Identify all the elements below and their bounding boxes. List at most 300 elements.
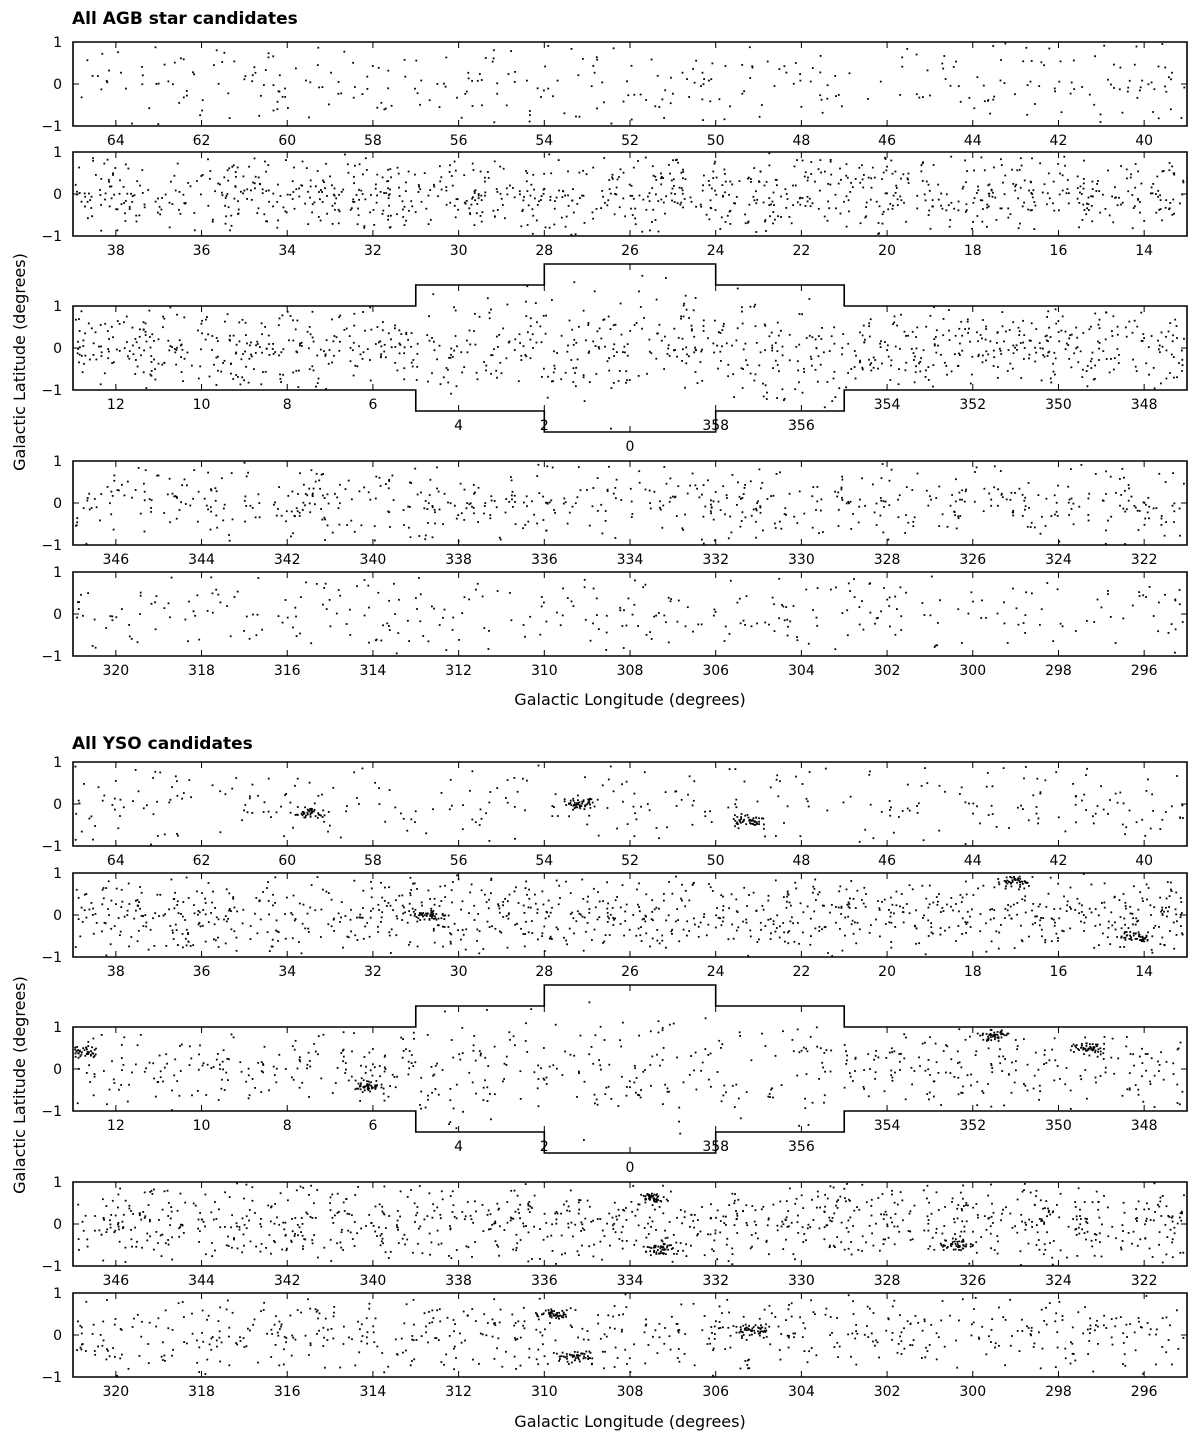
data-point: [389, 935, 391, 937]
x-tick-label: 298: [1045, 663, 1072, 679]
data-point: [183, 97, 185, 99]
data-point: [170, 799, 172, 801]
data-point: [685, 625, 687, 627]
data-point: [1081, 464, 1083, 466]
data-point: [688, 900, 690, 902]
data-point: [520, 359, 522, 361]
data-point: [858, 506, 860, 508]
data-point: [1122, 112, 1124, 114]
data-point: [673, 328, 675, 330]
data-point: [404, 346, 406, 348]
data-point: [822, 112, 824, 114]
data-point: [1092, 352, 1094, 354]
data-point: [511, 480, 513, 482]
data-point: [1120, 67, 1122, 69]
data-point: [805, 589, 807, 591]
data-point: [1009, 363, 1011, 365]
data-point: [254, 158, 256, 160]
data-point: [428, 502, 430, 504]
data-point: [461, 512, 463, 514]
data-point: [133, 918, 135, 920]
data-point: [101, 355, 103, 357]
data-point: [877, 368, 879, 370]
data-point: [1181, 912, 1183, 914]
data-point: [1125, 908, 1127, 910]
data-point: [197, 521, 199, 523]
data-point: [839, 168, 841, 170]
data-point: [474, 192, 476, 194]
data-point: [1111, 196, 1113, 198]
x-tick-label: 26: [621, 243, 639, 259]
data-point: [507, 900, 509, 902]
data-point: [1107, 590, 1109, 592]
data-point: [737, 911, 739, 913]
data-point: [908, 173, 910, 175]
data-point: [540, 326, 542, 328]
data-point: [367, 88, 369, 90]
data-point: [765, 230, 767, 232]
data-point: [309, 810, 311, 812]
data-point: [641, 231, 643, 233]
data-point: [532, 347, 534, 349]
data-point: [606, 615, 608, 617]
data-point: [794, 166, 796, 168]
data-point: [986, 204, 988, 206]
data-point: [1151, 187, 1153, 189]
data-point: [816, 625, 818, 627]
data-point: [403, 367, 405, 369]
data-point: [273, 84, 275, 86]
data-point: [973, 894, 975, 896]
data-point: [333, 930, 335, 932]
data-point: [904, 532, 906, 534]
data-point: [1146, 790, 1148, 792]
data-point: [382, 321, 384, 323]
data-point: [452, 356, 454, 358]
data-point: [567, 345, 569, 347]
data-point: [1168, 331, 1170, 333]
data-point: [1123, 946, 1125, 948]
data-point: [969, 916, 971, 918]
data-point: [995, 930, 997, 932]
data-point: [575, 233, 577, 235]
data-point: [414, 88, 416, 90]
data-point: [190, 185, 192, 187]
data-point: [444, 926, 446, 928]
data-point: [350, 209, 352, 211]
x-tick-label: 56: [449, 133, 468, 149]
data-point: [1055, 771, 1057, 773]
data-point: [176, 518, 178, 520]
data-point: [734, 803, 736, 805]
data-point: [864, 505, 866, 507]
data-point: [976, 805, 978, 807]
data-point: [403, 524, 405, 526]
data-point: [640, 806, 642, 808]
data-point: [847, 634, 849, 636]
data-point: [741, 813, 743, 815]
data-point: [589, 804, 591, 806]
data-point: [1161, 907, 1163, 909]
data-point: [710, 199, 712, 201]
data-point: [700, 922, 702, 924]
data-point: [985, 922, 987, 924]
data-point: [916, 348, 918, 350]
data-point: [1082, 332, 1084, 334]
data-point: [741, 311, 743, 313]
data-point: [1122, 824, 1124, 826]
data-point: [635, 223, 637, 225]
data-point: [554, 208, 556, 210]
data-point: [1024, 509, 1026, 511]
data-point: [473, 169, 475, 171]
data-point: [439, 181, 441, 183]
data-point: [328, 503, 330, 505]
data-point: [177, 835, 179, 837]
data-point: [1164, 535, 1166, 537]
data-point: [489, 317, 491, 319]
data-point: [844, 935, 846, 937]
data-point: [129, 208, 131, 210]
data-point: [574, 802, 576, 804]
data-point: [1136, 921, 1138, 923]
data-point: [1144, 835, 1146, 837]
data-point: [852, 186, 854, 188]
data-point: [431, 606, 433, 608]
data-point: [422, 635, 424, 637]
data-point: [176, 349, 178, 351]
data-point: [925, 376, 927, 378]
data-point: [316, 355, 318, 357]
data-point: [1137, 97, 1139, 99]
data-point: [760, 512, 762, 514]
data-point: [135, 489, 137, 491]
data-point: [776, 779, 778, 781]
data-point: [651, 899, 653, 901]
data-point: [835, 95, 837, 97]
x-tick-label: 326: [959, 552, 987, 568]
data-point: [977, 215, 979, 217]
data-point: [428, 315, 430, 317]
data-point: [264, 161, 266, 163]
data-point: [1058, 331, 1060, 333]
data-point: [943, 55, 945, 57]
data-point: [690, 197, 692, 199]
data-point: [154, 368, 156, 370]
data-point: [131, 497, 133, 499]
data-point: [570, 804, 572, 806]
data-point: [944, 791, 946, 793]
data-point: [368, 607, 370, 609]
data-point: [587, 324, 589, 326]
data-point: [683, 929, 685, 931]
data-point: [948, 330, 950, 332]
data-point: [231, 788, 233, 790]
data-point: [763, 828, 765, 830]
data-point: [82, 371, 84, 373]
data-point: [575, 385, 577, 387]
data-point: [1098, 944, 1100, 946]
data-point: [322, 201, 324, 203]
data-point: [819, 891, 821, 893]
data-point: [94, 498, 96, 500]
data-point: [1179, 589, 1181, 591]
data-point: [455, 335, 457, 337]
data-point: [973, 170, 975, 172]
data-point: [377, 926, 379, 928]
data-point: [1081, 193, 1083, 195]
data-point: [245, 496, 247, 498]
data-point: [120, 906, 122, 908]
data-point: [848, 903, 850, 905]
data-point: [912, 525, 914, 527]
data-point: [1069, 334, 1071, 336]
data-point: [502, 204, 504, 206]
data-point: [924, 767, 926, 769]
data-point: [551, 299, 553, 301]
data-point: [623, 172, 625, 174]
data-point: [268, 343, 270, 345]
data-point: [392, 475, 394, 477]
data-point: [201, 892, 203, 894]
data-point: [628, 598, 630, 600]
data-point: [409, 941, 411, 943]
data-point: [77, 341, 79, 343]
data-point: [514, 338, 516, 340]
data-point: [442, 523, 444, 525]
x-axis-label: Galactic Longitude (degrees): [514, 690, 746, 709]
data-point: [416, 366, 418, 368]
data-point: [682, 207, 684, 209]
data-point: [884, 341, 886, 343]
data-point: [244, 521, 246, 523]
data-point: [1136, 46, 1138, 48]
data-point: [416, 888, 418, 890]
data-point: [200, 926, 202, 928]
data-point: [214, 907, 216, 909]
data-point: [763, 909, 765, 911]
data-point: [93, 354, 95, 356]
data-point: [796, 636, 798, 638]
data-point: [447, 382, 449, 384]
data-point: [1164, 67, 1166, 69]
data-point: [387, 169, 389, 171]
x-tick-label: 26: [621, 964, 639, 980]
data-point: [783, 399, 785, 401]
data-point: [244, 804, 246, 806]
data-point: [753, 167, 755, 169]
data-point: [417, 343, 419, 345]
data-point: [928, 379, 930, 381]
y-tick-label: −1: [41, 119, 62, 135]
data-point: [1028, 507, 1030, 509]
data-point: [697, 382, 699, 384]
data-point: [965, 932, 967, 934]
data-point: [185, 619, 187, 621]
data-point: [949, 339, 951, 341]
data-point: [906, 903, 908, 905]
data-point: [842, 950, 844, 952]
data-point: [1109, 372, 1111, 374]
data-point: [231, 472, 233, 474]
data-point: [524, 809, 526, 811]
data-point: [557, 928, 559, 930]
data-point: [942, 68, 944, 70]
data-point: [731, 532, 733, 534]
data-point: [378, 909, 380, 911]
data-point: [544, 66, 546, 68]
data-point: [950, 156, 952, 158]
data-point: [454, 923, 456, 925]
data-point: [799, 491, 801, 493]
data-point: [878, 907, 880, 909]
data-point: [1102, 194, 1104, 196]
data-point: [559, 897, 561, 899]
data-point: [573, 339, 575, 341]
data-point: [151, 370, 153, 372]
data-point: [842, 333, 844, 335]
data-point: [157, 835, 159, 837]
data-point: [78, 800, 80, 802]
data-point: [485, 365, 487, 367]
data-point: [247, 811, 249, 813]
data-point: [722, 896, 724, 898]
x-tick-label: 24: [706, 964, 725, 980]
data-point: [109, 206, 111, 208]
data-point: [272, 348, 274, 350]
data-point: [687, 606, 689, 608]
data-point: [264, 801, 266, 803]
data-point: [148, 107, 150, 109]
data-point: [1137, 199, 1139, 201]
data-point: [408, 171, 410, 173]
data-point: [1085, 213, 1087, 215]
data-point: [1000, 350, 1002, 352]
data-point: [100, 383, 102, 385]
data-point: [480, 215, 482, 217]
data-point: [338, 222, 340, 224]
data-point: [667, 353, 669, 355]
data-point: [882, 463, 884, 465]
data-point: [905, 362, 907, 364]
data-point: [444, 896, 446, 898]
data-point: [450, 348, 452, 350]
data-point: [450, 354, 452, 356]
data-point: [923, 839, 925, 841]
data-point: [1005, 43, 1007, 45]
data-point: [710, 512, 712, 514]
data-point: [448, 357, 450, 359]
data-point: [1058, 209, 1060, 211]
data-point: [853, 933, 855, 935]
data-point: [675, 876, 677, 878]
data-point: [808, 643, 810, 645]
data-point: [338, 316, 340, 318]
data-point: [126, 341, 128, 343]
data-point: [584, 579, 586, 581]
data-point: [1056, 933, 1058, 935]
data-point: [1042, 348, 1044, 350]
data-point: [703, 83, 705, 85]
data-point: [721, 216, 723, 218]
data-point: [563, 503, 565, 505]
data-point: [943, 318, 945, 320]
data-point: [291, 511, 293, 513]
data-point: [702, 72, 704, 74]
data-point: [894, 316, 896, 318]
data-point: [815, 509, 817, 511]
data-point: [299, 512, 301, 514]
data-point: [268, 811, 270, 813]
data-point: [588, 912, 590, 914]
data-point: [383, 351, 385, 353]
data-point: [695, 206, 697, 208]
data-point: [124, 495, 126, 497]
data-point: [982, 319, 984, 321]
data-point: [1176, 934, 1178, 936]
data-point: [299, 472, 301, 474]
data-point: [1063, 896, 1065, 898]
data-point: [382, 329, 384, 331]
data-point: [926, 181, 928, 183]
data-point: [605, 520, 607, 522]
data-point: [304, 928, 306, 930]
data-point: [321, 519, 323, 521]
data-point: [1041, 608, 1043, 610]
data-point: [126, 316, 128, 318]
data-point: [1095, 473, 1097, 475]
data-point: [1114, 357, 1116, 359]
data-point: [310, 180, 312, 182]
data-point: [420, 593, 422, 595]
x-tick-label: 32: [364, 243, 382, 259]
data-point: [389, 227, 391, 229]
data-point: [151, 499, 153, 501]
x-tick-label: 320: [102, 663, 130, 679]
data-point: [965, 211, 967, 213]
data-point: [230, 363, 232, 365]
data-point: [765, 384, 767, 386]
data-point: [545, 918, 547, 920]
data-point: [241, 376, 243, 378]
data-point: [651, 59, 653, 61]
data-point: [187, 352, 189, 354]
data-point: [817, 486, 819, 488]
data-point: [1134, 320, 1136, 322]
data-point: [329, 349, 331, 351]
data-point: [110, 513, 112, 515]
data-point: [264, 326, 266, 328]
data-point: [622, 198, 624, 200]
data-point: [1073, 352, 1075, 354]
data-point: [1035, 352, 1037, 354]
data-point: [225, 223, 227, 225]
data-point: [344, 329, 346, 331]
data-point: [647, 196, 649, 198]
data-point: [209, 178, 211, 180]
data-point: [731, 893, 733, 895]
data-point: [766, 181, 768, 183]
data-point: [670, 600, 672, 602]
data-point: [229, 340, 231, 342]
data-point: [813, 911, 815, 913]
data-point: [1071, 334, 1073, 336]
y-tick-label: 1: [53, 299, 62, 315]
data-point: [128, 168, 130, 170]
data-point: [1159, 897, 1161, 899]
data-point: [239, 341, 241, 343]
data-point: [634, 812, 636, 814]
